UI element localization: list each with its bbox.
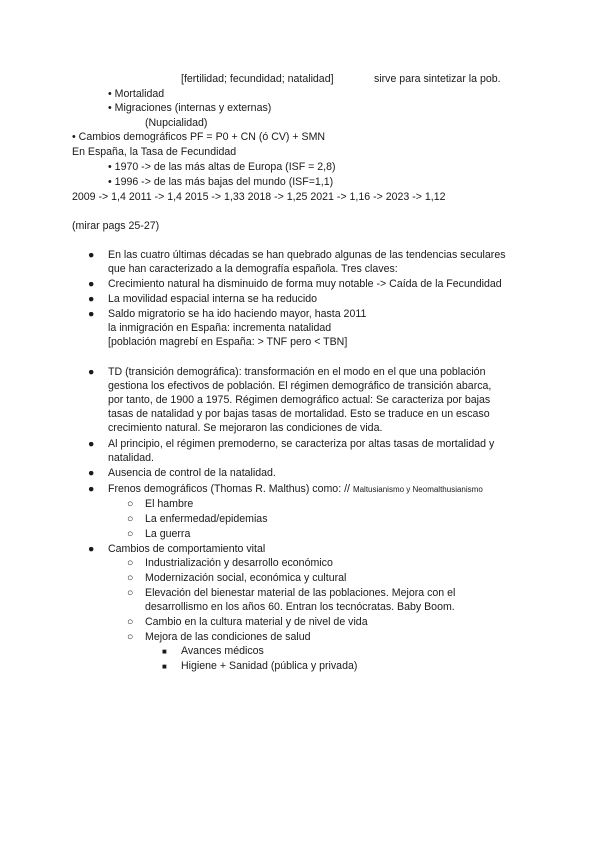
circle-bullet-icon: ○ <box>127 616 134 628</box>
square-bullet-icon: ■ <box>162 647 167 656</box>
paragraph-line: Industrialización y desarrollo económico <box>145 557 333 569</box>
bullet-icon: ● <box>88 278 95 290</box>
paragraph-line: desarrollismo en los años 60. Entran los tecnócratas. Baby Boom. <box>145 601 455 613</box>
nupcialidad-note: (Nupcialidad) <box>145 117 208 129</box>
list-item-text: 1996 -> de las más bajas del mundo (ISF=1,1) <box>114 176 334 188</box>
paragraph-line: La enfermedad/epidemias <box>145 513 268 525</box>
frenos-small-note: Maltusianismo y Neomalthusianismo <box>352 485 483 494</box>
bullet-icon: ● <box>88 438 95 450</box>
paragraph-line: En las cuatro últimas décadas se han quebrado algunas de las tendencias seculares <box>108 249 506 261</box>
circle-bullet-icon: ○ <box>127 631 134 643</box>
paragraph-line: gestiona los efectivos de población. El régimen demográfico de transición abarca, <box>108 380 492 392</box>
paragraph-line: Avances médicos <box>181 645 264 657</box>
paragraph-line <box>108 482 483 497</box>
paragraph-line: Crecimiento natural ha disminuido de forma muy notable -> Caída de la Fecundidad <box>108 278 502 290</box>
paragraph-line: Cambio en la cultura material y de nivel de vida <box>145 616 368 628</box>
paragraph-line: Saldo migratorio se ha ido haciendo mayor, hasta 2011 <box>108 308 367 320</box>
bullet-icon: ● <box>88 543 95 555</box>
paragraph-line: la inmigración en España: incrementa natalidad <box>108 322 332 334</box>
bullet-icon: • <box>72 131 76 143</box>
bullet-icon: • <box>108 88 112 100</box>
list-item-text: Cambios demográficos PF = P0 + CN (ó CV) + SMN <box>78 131 326 143</box>
list-item <box>108 175 333 189</box>
list-item-text: 1970 -> de las más altas de Europa (ISF = 2,8) <box>114 161 336 173</box>
paragraph-line: Ausencia de control de la natalidad. <box>108 467 276 479</box>
frenos-text: Frenos demográficos (Thomas R. Malthus) como: // <box>108 483 350 495</box>
square-bullet-icon: ■ <box>162 662 167 671</box>
paragraph-line: Modernización social, económica y cultural <box>145 572 347 584</box>
circle-bullet-icon: ○ <box>127 587 134 599</box>
paragraph-line: La guerra <box>145 528 191 540</box>
list-item-text: Mortalidad <box>114 88 165 100</box>
paragraph-line: [población magrebí en España: > TNF pero < TBN] <box>108 336 348 348</box>
paragraph-line: Higiene + Sanidad (pública y privada) <box>181 660 358 672</box>
list-item <box>108 160 336 174</box>
bullet-icon: ● <box>88 249 95 261</box>
circle-bullet-icon: ○ <box>127 498 134 510</box>
synth-note: sirve para sintetizar la pob. <box>374 73 501 85</box>
paragraph-line: natalidad. <box>108 452 154 464</box>
paragraph-line: Cambios de comportamiento vital <box>108 543 266 555</box>
list-note: [fertilidad; fecundidad; natalidad] <box>181 73 334 85</box>
circle-bullet-icon: ○ <box>127 513 134 525</box>
bullet-icon: ● <box>88 483 95 495</box>
paragraph-line: Elevación del bienestar material de las poblaciones. Mejora con el <box>145 587 456 599</box>
fecundidad-series: 2009 -> 1,4 2011 -> 1,4 2015 -> 1,33 2018 -> 1,25 2021 -> 1,16 -> 2023 -> 1,12 <box>72 191 446 203</box>
paragraph-line: crecimiento natural. Se mejoraron las condiciones de vida. <box>108 422 383 434</box>
bullet-icon: ● <box>88 467 95 479</box>
list-item-text: Migraciones (internas y externas) <box>114 102 272 114</box>
paragraph-line: La movilidad espacial interna se ha reducido <box>108 293 318 305</box>
page-reference: (mirar pags 25-27) <box>72 220 160 232</box>
bullet-icon: ● <box>88 308 95 320</box>
circle-bullet-icon: ○ <box>127 572 134 584</box>
list-item <box>72 130 325 144</box>
circle-bullet-icon: ○ <box>127 557 134 569</box>
paragraph-line: Mejora de las condiciones de salud <box>145 631 311 643</box>
paragraph-line: tasas de natalidad y por bajas tasas de mortalidad. Esto se traduce en un escaso <box>108 408 490 420</box>
bullet-icon: • <box>108 176 112 188</box>
paragraph-line: El hambre <box>145 498 194 510</box>
paragraph-line: por tanto, de 1900 a 1975. Régimen demográfico actual: Se caracteriza por bajas <box>108 394 491 406</box>
paragraph-line: Al principio, el régimen premoderno, se caracteriza por altas tasas de mortalidad y <box>108 438 495 450</box>
fecundidad-intro: En España, la Tasa de Fecundidad <box>72 146 237 158</box>
circle-bullet-icon: ○ <box>127 528 134 540</box>
bullet-icon: ● <box>88 366 95 378</box>
paragraph-line: que han caracterizado a la demografía española. Tres claves: <box>108 263 398 275</box>
paragraph-line: TD (transición demográfica): transformación en el modo en el que una población <box>108 366 486 378</box>
bullet-icon: • <box>108 161 112 173</box>
list-item <box>108 87 164 101</box>
bullet-icon: • <box>108 102 112 114</box>
bullet-icon: ● <box>88 293 95 305</box>
list-item <box>108 101 271 115</box>
